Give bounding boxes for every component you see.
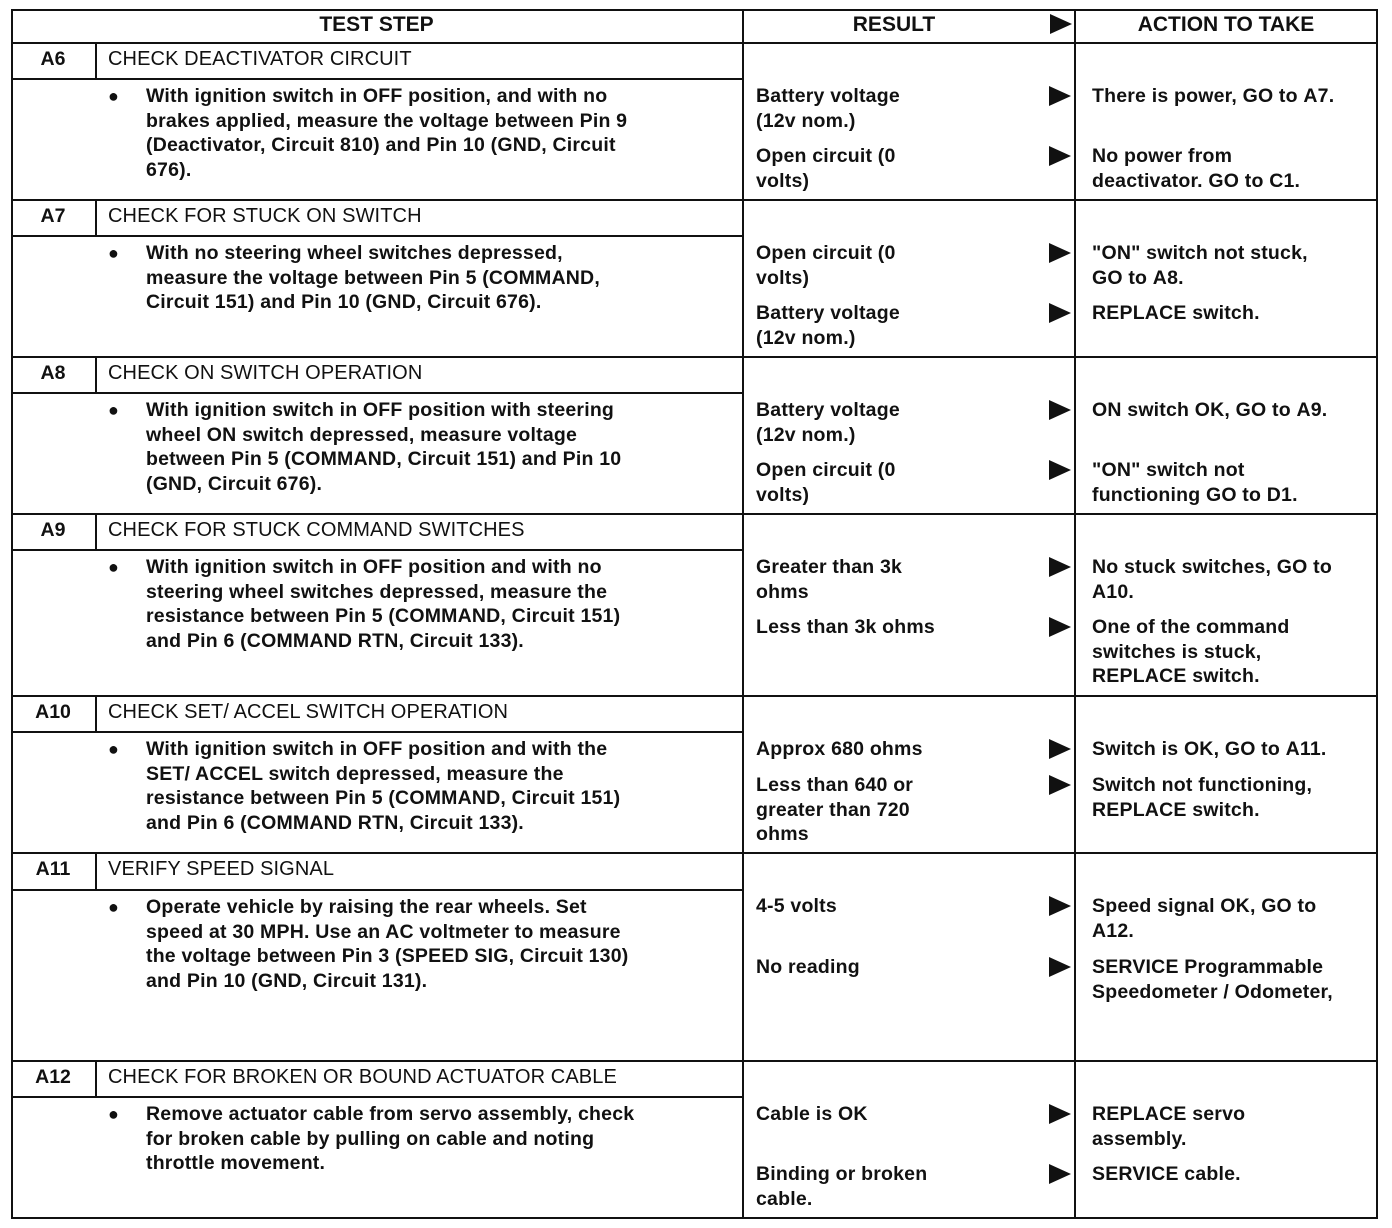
bullet-icon: ● xyxy=(108,739,119,759)
action-text xyxy=(1092,301,1374,326)
step-top-border xyxy=(11,1060,1378,1062)
step-instruction: Operate vehicle by raising the rear wheels. Set speed at 30 MPH. Use an AC voltmeter to measure the voltage between Pin 3 (SPEED SIG, Circuit 130) and Pin 10 (GND, Circuit 131). xyxy=(146,896,629,992)
result-text: Open circuit (0 volts) xyxy=(756,145,896,192)
table-bottom-border xyxy=(11,1217,1378,1219)
action-text-main: SERVICE Programmable Speedometer / Odometer, xyxy=(1092,956,1333,1003)
action-text-main: REPLACE switch. xyxy=(1092,302,1260,324)
bullet-icon: ● xyxy=(108,1104,119,1124)
action-text-main: One of the command switches is stuck, REPLACE switch. xyxy=(1092,616,1290,687)
step-instruction: With ignition switch in OFF position with steering wheel ON switch depressed, measure voltage between Pin 5 (COMMAND, Circuit 151) and Pin 10 (GND, Circuit 676). xyxy=(146,399,622,495)
action-step-reference: A11 xyxy=(1285,738,1321,760)
step-code-divider xyxy=(95,199,97,237)
action-step-reference: A7 xyxy=(1303,85,1329,107)
result-arrow-icon xyxy=(1049,243,1071,263)
step-title: CHECK FOR BROKEN OR BOUND ACTUATOR CABLE xyxy=(108,1066,617,1088)
action-step-reference: A9 xyxy=(1296,399,1322,421)
action-text-main: Switch is OK, GO to xyxy=(1092,738,1286,760)
result-arrow-icon xyxy=(1049,739,1071,759)
step-code: A9 xyxy=(40,519,66,541)
step-code: A11 xyxy=(35,858,71,880)
step-top-border xyxy=(11,513,1378,515)
action-step-reference: A12 xyxy=(1092,919,1129,942)
result-arrow-icon xyxy=(1049,400,1071,420)
result-arrow-icon xyxy=(1049,557,1071,577)
result-arrow-icon xyxy=(1049,1164,1071,1184)
action-text-main: SERVICE cable. xyxy=(1092,1163,1241,1185)
result-text: Open circuit (0 volts) xyxy=(756,459,896,506)
step-title-underline xyxy=(11,1096,744,1098)
action-text-main: REPLACE servo assembly. xyxy=(1092,1103,1246,1150)
step-code-divider xyxy=(95,695,97,733)
step-title: CHECK FOR STUCK COMMAND SWITCHES xyxy=(108,519,525,541)
result-arrow-icon xyxy=(1049,86,1071,106)
header-arrow-icon xyxy=(1050,14,1072,34)
bullet-icon: ● xyxy=(108,557,119,577)
step-title-underline xyxy=(11,549,744,551)
action-text-suffix: . xyxy=(1294,169,1301,192)
step-code: A6 xyxy=(40,48,66,70)
action-text-main: No stuck switches, GO to xyxy=(1092,556,1332,578)
action-text-main: Switch not functioning, REPLACE switch. xyxy=(1092,774,1313,821)
action-text-main: "ON" switch not stuck, GO to xyxy=(1092,242,1308,289)
action-step-reference: D1 xyxy=(1266,483,1293,506)
result-arrow-icon xyxy=(1049,460,1071,480)
step-code-divider xyxy=(95,852,97,891)
step-code: A12 xyxy=(35,1066,71,1088)
step-top-border xyxy=(11,695,1378,697)
result-text: Cable is OK xyxy=(756,1103,868,1125)
step-top-border xyxy=(11,199,1378,201)
step-title-underline xyxy=(11,78,744,80)
action-text xyxy=(1092,773,1374,822)
header-test-step: TEST STEP xyxy=(319,13,434,36)
action-text-main: No power from deactivator. GO to xyxy=(1092,145,1264,192)
action-text xyxy=(1092,555,1374,604)
header-result: RESULT xyxy=(852,13,936,36)
result-text: Open circuit (0 volts) xyxy=(756,242,896,289)
action-text-suffix: . xyxy=(1178,266,1184,289)
step-title: CHECK ON SWITCH OPERATION xyxy=(108,362,423,384)
action-text-main: Speed signal OK, GO to xyxy=(1092,895,1317,917)
action-text-suffix: . xyxy=(1328,85,1335,107)
column-divider-result xyxy=(742,9,744,1219)
result-text: Less than 640 or greater than 720 ohms xyxy=(756,774,914,845)
result-text: Battery voltage (12v nom.) xyxy=(756,302,900,349)
result-arrow-icon xyxy=(1049,775,1071,795)
header-bottom-border xyxy=(11,42,1378,44)
result-text: Less than 3k ohms xyxy=(756,616,935,638)
step-code: A10 xyxy=(35,701,71,723)
action-step-reference: A8 xyxy=(1152,266,1179,289)
step-title-underline xyxy=(11,392,744,394)
action-step-reference: C1 xyxy=(1269,169,1295,192)
action-text-suffix: . xyxy=(1128,919,1134,942)
action-text-suffix: . xyxy=(1320,738,1327,760)
step-instruction: Remove actuator cable from servo assembly, check for broken cable by pulling on cable and noting throttle movement. xyxy=(146,1103,635,1174)
action-text-main: "ON" switch not functioning GO to xyxy=(1092,459,1262,506)
step-title-underline xyxy=(11,235,744,237)
action-text xyxy=(1092,458,1374,507)
action-text-suffix: . xyxy=(1128,580,1134,603)
step-instruction: With ignition switch in OFF position, and with no brakes applied, measure the voltage between Pin 9 (Deactivator, Circuit 810) and Pin 10 (GND, Circuit 676). xyxy=(146,85,628,181)
step-code: A7 xyxy=(40,205,66,227)
step-top-border xyxy=(11,852,1378,854)
action-text-suffix: . xyxy=(1292,483,1298,506)
result-text: Binding or broken cable. xyxy=(756,1163,928,1210)
step-title: VERIFY SPEED SIGNAL xyxy=(108,858,335,880)
bullet-icon: ● xyxy=(108,400,119,420)
bullet-icon: ● xyxy=(108,897,119,917)
action-text-suffix: . xyxy=(1321,399,1328,421)
step-code: A8 xyxy=(40,362,66,384)
header-action: ACTION TO TAKE xyxy=(1137,13,1315,36)
action-text xyxy=(1092,241,1374,290)
step-instruction: With ignition switch in OFF position and with no steering wheel switches depressed, measure the resistance between Pin 5 (COMMAND, Circuit 151) and Pin 6 (COMMAND RTN, Circuit 133). xyxy=(146,556,621,652)
step-instruction: With no steering wheel switches depressed, measure the voltage between Pin 5 (COMMAND, Circuit 151) and Pin 10 (GND, Circuit 676). xyxy=(146,242,600,313)
action-text-main: There is power, GO to xyxy=(1092,85,1304,107)
action-text xyxy=(1092,955,1374,1004)
table-top-border xyxy=(11,9,1378,11)
result-arrow-icon xyxy=(1049,896,1071,916)
step-code-divider xyxy=(95,356,97,394)
result-text: No reading xyxy=(756,956,860,978)
step-title: CHECK DEACTIVATOR CIRCUIT xyxy=(108,48,412,70)
bullet-icon: ● xyxy=(108,243,119,263)
action-step-reference: A10 xyxy=(1092,580,1129,603)
step-title-underline xyxy=(11,731,744,733)
step-title: CHECK SET/ ACCEL SWITCH OPERATION xyxy=(108,701,509,723)
action-text xyxy=(1092,1102,1374,1151)
result-arrow-icon xyxy=(1049,957,1071,977)
step-code-divider xyxy=(95,1060,97,1098)
column-divider-action xyxy=(1074,9,1076,1219)
table-right-border xyxy=(1376,9,1378,1219)
result-text: Battery voltage (12v nom.) xyxy=(756,399,900,446)
result-text: Approx 680 ohms xyxy=(756,738,923,760)
step-title-underline xyxy=(11,889,744,891)
action-text xyxy=(1092,84,1374,109)
result-arrow-icon xyxy=(1049,146,1071,166)
action-text xyxy=(1092,144,1374,193)
action-text xyxy=(1092,398,1374,423)
step-code-divider xyxy=(95,513,97,551)
result-text: Greater than 3k ohms xyxy=(756,556,903,603)
step-instruction: With ignition switch in OFF position and with the SET/ ACCEL switch depressed, measure the resistance between Pin 5 (COMMAND, Circuit 151) and Pin 6 (COMMAND RTN, Circuit 133). xyxy=(146,738,621,834)
bullet-icon: ● xyxy=(108,86,119,106)
step-top-border xyxy=(11,356,1378,358)
result-text: Battery voltage (12v nom.) xyxy=(756,85,900,132)
action-text-main: ON switch OK, GO to xyxy=(1092,399,1297,421)
action-text xyxy=(1092,615,1374,689)
action-text xyxy=(1092,737,1374,762)
step-code-divider xyxy=(95,42,97,80)
result-arrow-icon xyxy=(1049,303,1071,323)
table-left-border xyxy=(11,9,13,1219)
result-text: 4-5 volts xyxy=(756,895,837,917)
result-arrow-icon xyxy=(1049,1104,1071,1124)
action-text xyxy=(1092,1162,1374,1187)
action-text xyxy=(1092,894,1374,943)
step-title: CHECK FOR STUCK ON SWITCH xyxy=(108,205,422,227)
result-arrow-icon xyxy=(1049,617,1071,637)
